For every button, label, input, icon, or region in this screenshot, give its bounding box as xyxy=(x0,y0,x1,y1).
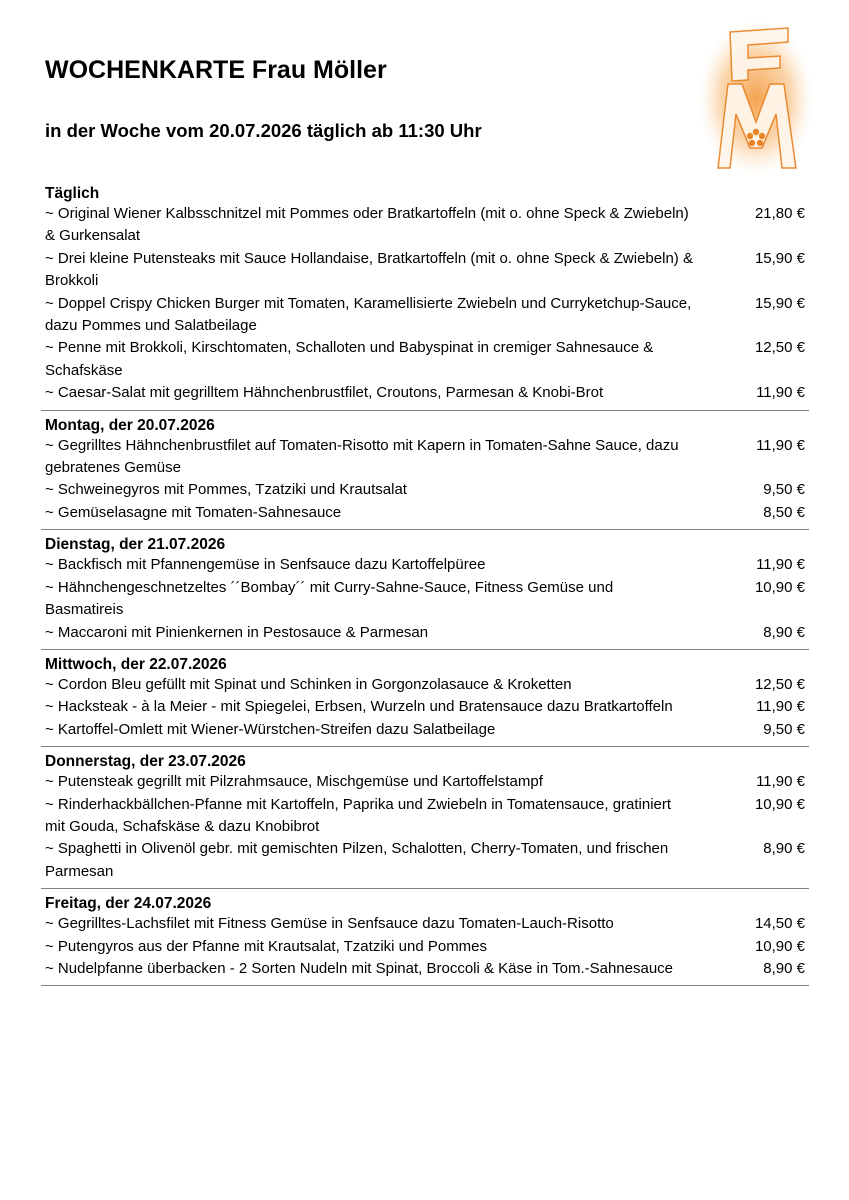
menu-item xyxy=(45,794,805,839)
menu-item-price: 11,90 € xyxy=(756,384,805,402)
menu-item xyxy=(45,674,805,696)
section-title: Täglich xyxy=(45,185,100,202)
menu-item xyxy=(45,838,805,883)
menu-item-price: 8,90 € xyxy=(763,840,805,858)
menu-item xyxy=(45,577,805,622)
menu-section xyxy=(41,655,809,747)
menu-item xyxy=(45,203,805,248)
page-subtitle: in der Woche vom 20.07.2026 täglich ab 11:30 Uhr xyxy=(45,120,482,141)
menu-item-price: 9,50 € xyxy=(763,720,805,738)
menu-item xyxy=(45,719,805,741)
menu-item-description: ~ Putengyros aus der Pfanne mit Krautsalat, Tzatziki und Pommes xyxy=(45,937,488,955)
menu-section xyxy=(41,416,809,531)
menu-item-description: ~ Caesar-Salat mit gegrilltem Hähnchenbrustfilet, Croutons, Parmesan & Knobi-Brot xyxy=(45,384,604,402)
menu-item-description: ~ Original Wiener Kalbsschnitzel mit Pommes oder Bratkartoffeln (mit o. ohne Speck & Zwiebeln) & Gurkensalat xyxy=(45,205,689,245)
menu-section xyxy=(41,894,809,986)
menu-item xyxy=(45,502,805,524)
menu-item-price: 10,90 € xyxy=(754,937,805,955)
menu-item-price: 21,80 € xyxy=(754,205,805,222)
menu-item-description: ~ Hacksteak - à la Meier - mit Spiegelei, Erbsen, Wurzeln und Bratensauce dazu Bratkartoffeln xyxy=(45,698,673,716)
menu-item-description: ~ Doppel Crispy Chicken Burger mit Tomaten, Karamellisierte Zwiebeln und Curryketchup-Sauce, dazu Pommes und Salatbeilage xyxy=(45,294,692,335)
menu-item xyxy=(45,936,805,958)
menu-item-description: ~ Gegrilltes-Lachsfilet mit Fitness Gemüse in Senfsauce dazu Tomaten-Lauch-Risotto xyxy=(45,915,614,933)
fm-logo xyxy=(696,18,816,178)
section-title: Mittwoch, der 22.07.2026 xyxy=(45,655,227,673)
menu-item-price: 11,90 € xyxy=(756,556,805,574)
menu-item-description: ~ Putensteak gegrillt mit Pilzrahmsauce, Mischgemüse und Kartoffelstampf xyxy=(45,773,543,791)
menu-item-description: ~ Backfisch mit Pfannengemüse in Senfsauce dazu Kartoffelpüree xyxy=(45,556,486,574)
menu-item-description: ~ Nudelpfanne überbacken - 2 Sorten Nudeln mit Spinat, Broccoli & Käse in Tom.-Sahnesauce xyxy=(45,959,674,977)
menu-item-price: 11,90 € xyxy=(756,698,805,716)
menu-item xyxy=(45,554,805,576)
menu-item-price: 14,50 € xyxy=(754,915,805,933)
section-title: Dienstag, der 21.07.2026 xyxy=(45,536,226,554)
menu-item-description: ~ Penne mit Brokkoli, Kirschtomaten, Schalloten und Babyspinat in cremiger Sahnesauce & Schafskäse xyxy=(45,339,654,379)
menu-item-description: ~ Drei kleine Putensteaks mit Sauce Hollandaise, Bratkartoffeln (mit o. ohne Speck & Zwiebeln) & Brokkoli xyxy=(45,249,693,290)
menu-item-description: ~ Maccaroni mit Pinienkernen in Pestosauce & Parmesan xyxy=(45,623,429,641)
section-title: Freitag, der 24.07.2026 xyxy=(45,895,212,913)
menu-item-description: ~ Cordon Bleu gefüllt mit Spinat und Schinken in Gorgonzolasauce & Kroketten xyxy=(45,675,572,693)
section-title: Donnerstag, der 23.07.2026 xyxy=(45,753,246,771)
menu-item-price: 8,90 € xyxy=(763,959,805,977)
menu-item xyxy=(45,958,805,980)
menu-item-price: 9,50 € xyxy=(763,481,805,499)
menu-item-price: 10,90 € xyxy=(754,795,805,813)
menu-item-description: ~ Gegrilltes Hähnchenbrustfilet auf Tomaten-Risotto mit Kapern in Tomaten-Sahne Sauce, dazu gebratenes Gemüse xyxy=(45,436,679,477)
menu-sections xyxy=(41,184,809,991)
menu-item-price: 11,90 € xyxy=(756,436,805,454)
menu-item-description: ~ Spaghetti in Olivenöl gebr. mit gemischten Pilzen, Schalotten, Cherry-Tomaten, und frischen Parmesan xyxy=(45,840,669,880)
menu-item-price: 15,90 € xyxy=(754,249,805,267)
menu-item xyxy=(45,435,805,480)
menu-section xyxy=(41,184,809,411)
menu-item-price: 10,90 € xyxy=(754,578,805,596)
menu-item-price: 12,50 € xyxy=(754,339,805,357)
menu-item-description: ~ Hähnchengeschnetzeltes ´´Bombay´´ mit Curry-Sahne-Sauce, Fitness Gemüse und Basmatireis xyxy=(45,578,614,619)
menu-item-description: ~ Schweinegyros mit Pommes, Tzatziki und Krautsalat xyxy=(45,481,407,499)
menu-item-description: ~ Gemüselasagne mit Tomaten-Sahnesauce xyxy=(45,503,342,521)
menu-item xyxy=(45,622,805,644)
menu-item xyxy=(45,293,805,338)
menu-item xyxy=(45,337,805,382)
menu-item xyxy=(45,696,805,718)
menu-item-description: ~ Kartoffel-Omlett mit Wiener-Würstchen-Streifen dazu Salatbeilage xyxy=(45,720,496,738)
menu-section xyxy=(41,752,809,889)
menu-item-price: 15,90 € xyxy=(754,294,805,312)
menu-item-price: 11,90 € xyxy=(756,773,805,791)
menu-item xyxy=(45,382,805,404)
menu-item-description: ~ Rinderhackbällchen-Pfanne mit Kartoffeln, Paprika und Zwiebeln in Tomatensauce, gratiniert mit Gouda, Schafskäse & dazu Knobibrot xyxy=(45,795,672,835)
menu-item xyxy=(45,479,805,501)
page-title: WOCHENKARTE Frau Möller xyxy=(45,56,387,84)
menu-item-price: 8,90 € xyxy=(763,623,805,641)
menu-item-price: 12,50 € xyxy=(754,675,805,693)
menu-item xyxy=(45,248,805,293)
menu-section xyxy=(41,535,809,650)
menu-item-price: 8,50 € xyxy=(763,503,805,521)
section-title: Montag, der 20.07.2026 xyxy=(45,416,215,434)
menu-item xyxy=(45,771,805,793)
menu-item xyxy=(45,913,805,935)
